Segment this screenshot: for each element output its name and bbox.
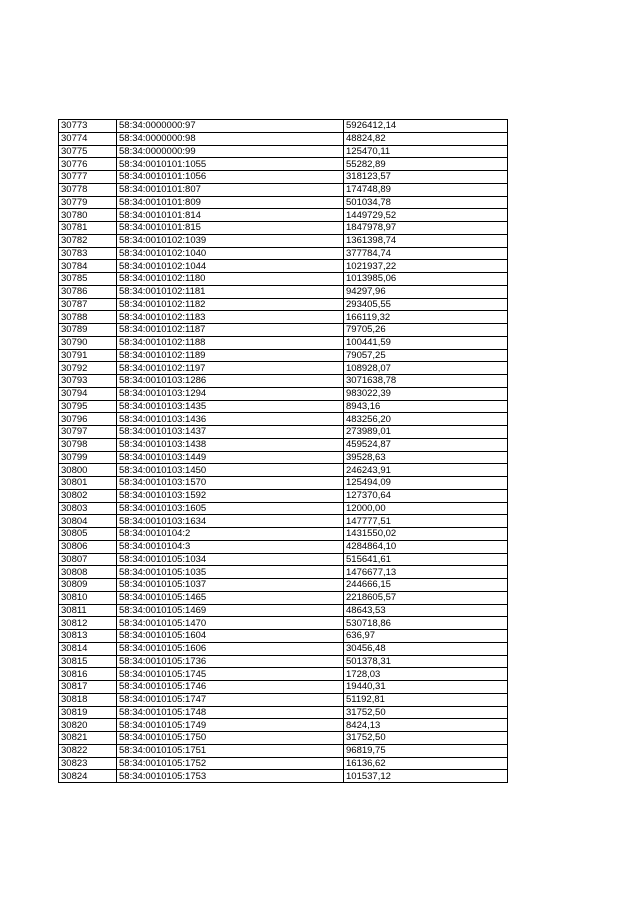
amount-cell: 127370,64	[344, 489, 508, 502]
table-row	[59, 617, 508, 630]
cadastral-number-cell: 58:34:0010102:1044	[117, 260, 344, 273]
amount-cell: 30456,48	[344, 642, 508, 655]
cadastral-number-cell: 58:34:0010105:1749	[117, 719, 344, 732]
row-number-cell: 30817	[59, 681, 117, 694]
amount-cell: 4284864,10	[344, 540, 508, 553]
cadastral-number-cell: 58:34:0010105:1037	[117, 579, 344, 592]
table-row	[59, 744, 508, 757]
table-row	[59, 770, 508, 783]
cadastral-number-cell: 58:34:0010105:1750	[117, 732, 344, 745]
amount-cell: 1431550,02	[344, 528, 508, 541]
cadastral-number-cell: 58:34:0010105:1746	[117, 681, 344, 694]
row-number-cell: 30794	[59, 387, 117, 400]
cadastral-number-cell: 58:34:0010103:1294	[117, 387, 344, 400]
cadastral-number-cell: 58:34:0010102:1181	[117, 285, 344, 298]
cadastral-number-cell: 58:34:0000000:97	[117, 120, 344, 133]
cadastral-number-cell: 58:34:0010105:1745	[117, 668, 344, 681]
row-number-cell: 30795	[59, 400, 117, 413]
cadastral-number-cell: 58:34:0010102:1189	[117, 349, 344, 362]
table-row	[59, 222, 508, 235]
row-number-cell: 30822	[59, 744, 117, 757]
row-number-cell: 30807	[59, 553, 117, 566]
table-row	[59, 209, 508, 222]
amount-cell: 96819,75	[344, 744, 508, 757]
table-row	[59, 438, 508, 451]
cadastral-number-cell: 58:34:0010105:1604	[117, 630, 344, 643]
row-number-cell: 30802	[59, 489, 117, 502]
amount-cell: 377784,74	[344, 247, 508, 260]
cadastral-number-cell: 58:34:0010101:807	[117, 183, 344, 196]
amount-cell: 166119,32	[344, 311, 508, 324]
table-row	[59, 196, 508, 209]
amount-cell: 273989,01	[344, 426, 508, 439]
amount-cell: 79705,26	[344, 324, 508, 337]
row-number-cell: 30787	[59, 298, 117, 311]
amount-cell: 51192,81	[344, 693, 508, 706]
cadastral-number-cell: 58:34:0010103:1438	[117, 438, 344, 451]
row-number-cell: 30783	[59, 247, 117, 260]
amount-cell: 55282,89	[344, 158, 508, 171]
table-row	[59, 502, 508, 515]
row-number-cell: 30815	[59, 655, 117, 668]
table-row	[59, 719, 508, 732]
table-row	[59, 285, 508, 298]
row-number-cell: 30823	[59, 757, 117, 770]
cadastral-number-cell: 58:34:0010105:1748	[117, 706, 344, 719]
cadastral-number-cell: 58:34:0010105:1751	[117, 744, 344, 757]
table-row	[59, 247, 508, 260]
cadastral-number-cell: 58:34:0010103:1449	[117, 451, 344, 464]
cadastral-number-cell: 58:34:0010101:809	[117, 196, 344, 209]
table-row	[59, 311, 508, 324]
row-number-cell: 30781	[59, 222, 117, 235]
amount-cell: 1847978,97	[344, 222, 508, 235]
cadastral-number-cell: 58:34:0010102:1182	[117, 298, 344, 311]
cadastral-number-cell: 58:34:0010105:1747	[117, 693, 344, 706]
row-number-cell: 30796	[59, 413, 117, 426]
cadastral-number-cell: 58:34:0010102:1188	[117, 336, 344, 349]
amount-cell: 12000,00	[344, 502, 508, 515]
cadastral-number-cell: 58:34:0010105:1606	[117, 642, 344, 655]
amount-cell: 125470,11	[344, 145, 508, 158]
row-number-cell: 30810	[59, 591, 117, 604]
table-row	[59, 566, 508, 579]
cadastral-number-cell: 58:34:0010102:1183	[117, 311, 344, 324]
row-number-cell: 30786	[59, 285, 117, 298]
row-number-cell: 30801	[59, 477, 117, 490]
table-row	[59, 540, 508, 553]
amount-cell: 16136,62	[344, 757, 508, 770]
table-row	[59, 234, 508, 247]
row-number-cell: 30813	[59, 630, 117, 643]
table-row	[59, 464, 508, 477]
amount-cell: 5926412,14	[344, 120, 508, 133]
table-row	[59, 413, 508, 426]
row-number-cell: 30790	[59, 336, 117, 349]
row-number-cell: 30812	[59, 617, 117, 630]
amount-cell: 293405,55	[344, 298, 508, 311]
amount-cell: 94297,96	[344, 285, 508, 298]
cadastral-number-cell: 58:34:0000000:99	[117, 145, 344, 158]
amount-cell: 31752,50	[344, 706, 508, 719]
table-row	[59, 336, 508, 349]
amount-cell: 501034,78	[344, 196, 508, 209]
amount-cell: 318123,57	[344, 171, 508, 184]
row-number-cell: 30799	[59, 451, 117, 464]
cadastral-number-cell: 58:34:0010104:2	[117, 528, 344, 541]
cadastral-number-cell: 58:34:0010105:1035	[117, 566, 344, 579]
table-body	[59, 120, 508, 783]
table-row	[59, 375, 508, 388]
cadastral-number-cell: 58:34:0010101:814	[117, 209, 344, 222]
cadastral-number-cell: 58:34:0010103:1592	[117, 489, 344, 502]
row-number-cell: 30776	[59, 158, 117, 171]
table-row	[59, 171, 508, 184]
amount-cell: 501378,31	[344, 655, 508, 668]
table-row	[59, 183, 508, 196]
cadastral-number-cell: 58:34:0010103:1634	[117, 515, 344, 528]
cadastral-number-cell: 58:34:0010103:1450	[117, 464, 344, 477]
table-row	[59, 515, 508, 528]
table-row	[59, 451, 508, 464]
row-number-cell: 30803	[59, 502, 117, 515]
table-row	[59, 655, 508, 668]
amount-cell: 101537,12	[344, 770, 508, 783]
row-number-cell: 30785	[59, 273, 117, 286]
row-number-cell: 30780	[59, 209, 117, 222]
cadastral-number-cell: 58:34:0010102:1040	[117, 247, 344, 260]
amount-cell: 48643,53	[344, 604, 508, 617]
cadastral-number-cell: 58:34:0010103:1435	[117, 400, 344, 413]
row-number-cell: 30809	[59, 579, 117, 592]
cadastral-number-cell: 58:34:0010103:1605	[117, 502, 344, 515]
table-row	[59, 489, 508, 502]
cadastral-number-cell: 58:34:0010105:1465	[117, 591, 344, 604]
table-row	[59, 477, 508, 490]
amount-cell: 246243,91	[344, 464, 508, 477]
table-row	[59, 426, 508, 439]
row-number-cell: 30806	[59, 540, 117, 553]
amount-cell: 1013985,06	[344, 273, 508, 286]
row-number-cell: 30779	[59, 196, 117, 209]
table-row	[59, 553, 508, 566]
row-number-cell: 30793	[59, 375, 117, 388]
table-row	[59, 362, 508, 375]
table-row	[59, 693, 508, 706]
amount-cell: 31752,50	[344, 732, 508, 745]
amount-cell: 8943,16	[344, 400, 508, 413]
cadastral-number-cell: 58:34:0010105:1753	[117, 770, 344, 783]
table-row	[59, 579, 508, 592]
cadastral-number-cell: 58:34:0010101:1055	[117, 158, 344, 171]
cadastral-number-cell: 58:34:0010105:1752	[117, 757, 344, 770]
cadastral-number-cell: 58:34:0010105:1469	[117, 604, 344, 617]
amount-cell: 3071638,78	[344, 375, 508, 388]
row-number-cell: 30782	[59, 234, 117, 247]
amount-cell: 2218605,57	[344, 591, 508, 604]
row-number-cell: 30784	[59, 260, 117, 273]
amount-cell: 79057,25	[344, 349, 508, 362]
amount-cell: 530718,86	[344, 617, 508, 630]
table-row	[59, 273, 508, 286]
row-number-cell: 30777	[59, 171, 117, 184]
table-row	[59, 324, 508, 337]
table-row	[59, 260, 508, 273]
table-row	[59, 158, 508, 171]
row-number-cell: 30816	[59, 668, 117, 681]
amount-cell: 1361398,74	[344, 234, 508, 247]
table-row	[59, 349, 508, 362]
amount-cell: 636,97	[344, 630, 508, 643]
amount-cell: 39528,63	[344, 451, 508, 464]
amount-cell: 983022,39	[344, 387, 508, 400]
cadastral-number-cell: 58:34:0010105:1736	[117, 655, 344, 668]
table-row	[59, 132, 508, 145]
amount-cell: 515641,61	[344, 553, 508, 566]
cadastral-number-cell: 58:34:0000000:98	[117, 132, 344, 145]
table-row	[59, 528, 508, 541]
table-row	[59, 387, 508, 400]
row-number-cell: 30775	[59, 145, 117, 158]
row-number-cell: 30804	[59, 515, 117, 528]
amount-cell: 108928,07	[344, 362, 508, 375]
row-number-cell: 30814	[59, 642, 117, 655]
row-number-cell: 30774	[59, 132, 117, 145]
cadastral-number-cell: 58:34:0010102:1039	[117, 234, 344, 247]
amount-cell: 147777,51	[344, 515, 508, 528]
row-number-cell: 30818	[59, 693, 117, 706]
cadastral-number-cell: 58:34:0010103:1437	[117, 426, 344, 439]
amount-cell: 1021937,22	[344, 260, 508, 273]
amount-cell: 459524,87	[344, 438, 508, 451]
row-number-cell: 30811	[59, 604, 117, 617]
row-number-cell: 30805	[59, 528, 117, 541]
amount-cell: 100441,59	[344, 336, 508, 349]
cadastral-number-cell: 58:34:0010101:815	[117, 222, 344, 235]
amount-cell: 8424,13	[344, 719, 508, 732]
amount-cell: 1476677,13	[344, 566, 508, 579]
table-row	[59, 400, 508, 413]
cadastral-number-cell: 58:34:0010101:1056	[117, 171, 344, 184]
amount-cell: 1449729,52	[344, 209, 508, 222]
table-row	[59, 642, 508, 655]
amount-cell: 19440,31	[344, 681, 508, 694]
row-number-cell: 30821	[59, 732, 117, 745]
amount-cell: 483256,20	[344, 413, 508, 426]
row-number-cell: 30820	[59, 719, 117, 732]
table-row	[59, 298, 508, 311]
amount-cell: 174748,89	[344, 183, 508, 196]
cadastral-number-cell: 58:34:0010105:1470	[117, 617, 344, 630]
cadastral-number-cell: 58:34:0010104:3	[117, 540, 344, 553]
table-row	[59, 145, 508, 158]
table-row	[59, 630, 508, 643]
amount-cell: 244666,15	[344, 579, 508, 592]
row-number-cell: 30791	[59, 349, 117, 362]
table-row	[59, 120, 508, 133]
cadastral-number-cell: 58:34:0010103:1436	[117, 413, 344, 426]
amount-cell: 1728,03	[344, 668, 508, 681]
table-row	[59, 681, 508, 694]
row-number-cell: 30808	[59, 566, 117, 579]
amount-cell: 48824,82	[344, 132, 508, 145]
cadastral-number-cell: 58:34:0010102:1187	[117, 324, 344, 337]
row-number-cell: 30778	[59, 183, 117, 196]
row-number-cell: 30788	[59, 311, 117, 324]
table-row	[59, 591, 508, 604]
table-row	[59, 668, 508, 681]
table-row	[59, 604, 508, 617]
cadastral-number-cell: 58:34:0010102:1180	[117, 273, 344, 286]
table-row	[59, 706, 508, 719]
row-number-cell: 30773	[59, 120, 117, 133]
row-number-cell: 30819	[59, 706, 117, 719]
cadastral-number-cell: 58:34:0010103:1570	[117, 477, 344, 490]
row-number-cell: 30800	[59, 464, 117, 477]
cadastral-number-cell: 58:34:0010105:1034	[117, 553, 344, 566]
cadastral-number-cell: 58:34:0010103:1286	[117, 375, 344, 388]
table-row	[59, 732, 508, 745]
row-number-cell: 30824	[59, 770, 117, 783]
row-number-cell: 30797	[59, 426, 117, 439]
cadastral-number-cell: 58:34:0010102:1197	[117, 362, 344, 375]
row-number-cell: 30798	[59, 438, 117, 451]
row-number-cell: 30792	[59, 362, 117, 375]
amount-cell: 125494,09	[344, 477, 508, 490]
row-number-cell: 30789	[59, 324, 117, 337]
table-row	[59, 757, 508, 770]
data-table	[58, 119, 508, 783]
